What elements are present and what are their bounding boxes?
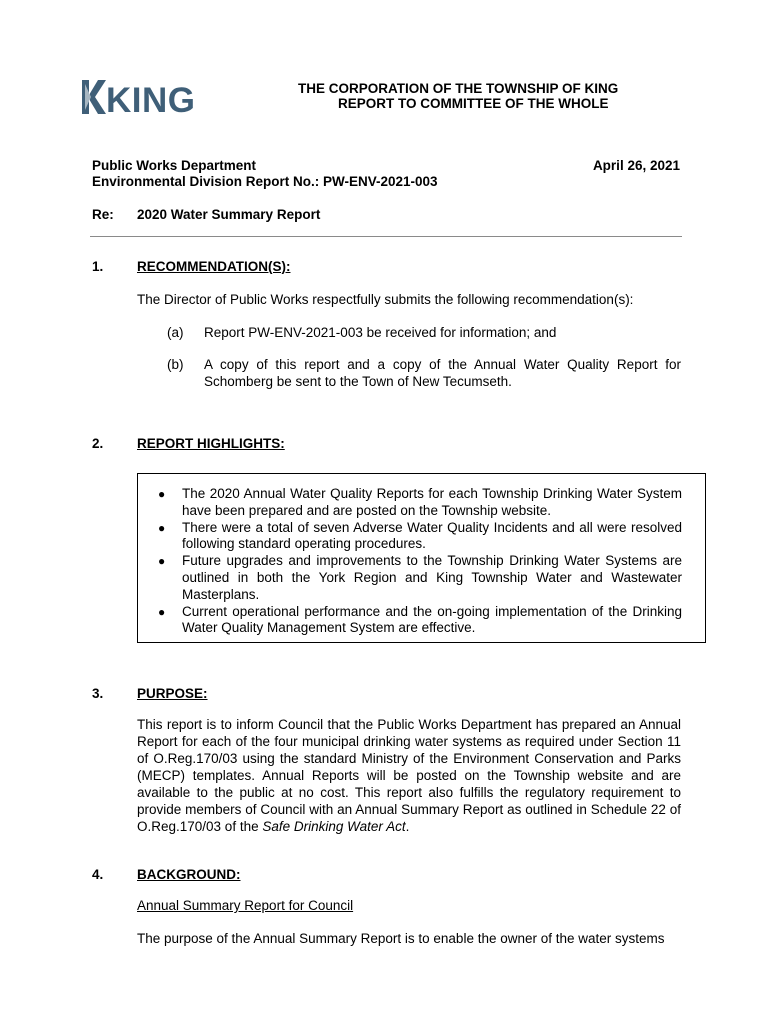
section-title-recommendations: RECOMMENDATION(S): [137,259,291,274]
recommendation-text: A copy of this report and a copy of the Annual Water Quality Report for Schomberg be sent to the Town of New Tecumseth. [204,357,681,389]
logo-wordmark: KING [106,81,196,120]
bullet-icon: ● [158,554,166,569]
header-report-title: REPORT TO COMMITTEE OF THE WHOLE [338,96,609,111]
section-number-background: 4. [92,867,104,882]
background-subheading: Annual Summary Report for Council [137,898,354,913]
bullet-icon: ● [158,487,166,501]
recommendation-label: (b) [167,357,184,372]
king-township-logo [82,78,196,120]
bullet-icon: ● [158,520,166,535]
highlights-list [158,486,682,637]
section-number-purpose: 3. [92,686,104,701]
act-name: Safe Drinking Water Act [262,819,406,834]
king-logo-graphic [82,78,196,120]
highlight-item [158,520,682,554]
recommendation-label: (a) [167,325,184,340]
section-title-highlights: REPORT HIGHLIGHTS: [137,436,285,451]
purpose-text-end: . [405,819,410,834]
highlight-text: There were a total of seven Adverse Water Quality Incidents and all were resolved following standard operating procedures. [182,519,682,552]
section-title-purpose: PURPOSE: [137,686,208,701]
purpose-text-main: This report is to inform Council that the Public Works Department has prepared an Annual Report for each of the four municipal drinking water systems as required under Section 11 of O.Reg.170/03 using the standard Ministry of the Environment Conservation and Parks (MECP) templates. Annual Reports will be posted on the Township website and are available to the public at no cost. This report also fulfills the regulatory requirement to provide members of Council with an Annual Summary Report as outlined in Schedule 22 of O.Reg.170/03 of the [137,717,681,834]
background-paragraph: The purpose of the Annual Summary Report is to enable the owner of the water systems [137,931,665,946]
header-corporation-title: THE CORPORATION OF THE TOWNSHIP OF KING [298,81,619,96]
bullet-icon: ● [158,604,166,619]
highlights-box [137,473,706,643]
highlight-item [158,553,682,603]
section-number-highlights: 2. [92,436,104,451]
highlight-text: The 2020 Annual Water Quality Reports for each Township Drinking Water System have been prepared and are posted on the Township website. [182,486,682,518]
recommendations-intro: The Director of Public Works respectfully submits the following recommendation(s): [137,292,634,307]
highlight-item [158,604,682,638]
highlight-item [158,486,682,520]
department-name: Public Works Department [92,158,257,173]
purpose-paragraph [137,716,681,835]
recommendation-item [167,324,687,341]
recommendation-item [167,356,681,390]
highlight-text: Current operational performance and the on-going implementation of the Drinking Water Quality Management System are effective. [182,603,682,636]
re-subject: 2020 Water Summary Report [137,207,321,222]
highlight-text: Future upgrades and improvements to the Township Drinking Water Systems are outlined in both the York Region and King Township Water and Wastewater Masterplans. [182,553,682,602]
re-label: Re: [92,207,114,222]
report-date: April 26, 2021 [592,158,680,173]
recommendation-text: Report PW-ENV-2021-003 be received for information; and [204,325,557,340]
section-title-background: BACKGROUND: [137,867,241,882]
header-divider [90,236,682,237]
section-number-recommendations: 1. [92,259,104,274]
report-number: Environmental Division Report No.: PW-ENV-2021-003 [92,174,438,189]
